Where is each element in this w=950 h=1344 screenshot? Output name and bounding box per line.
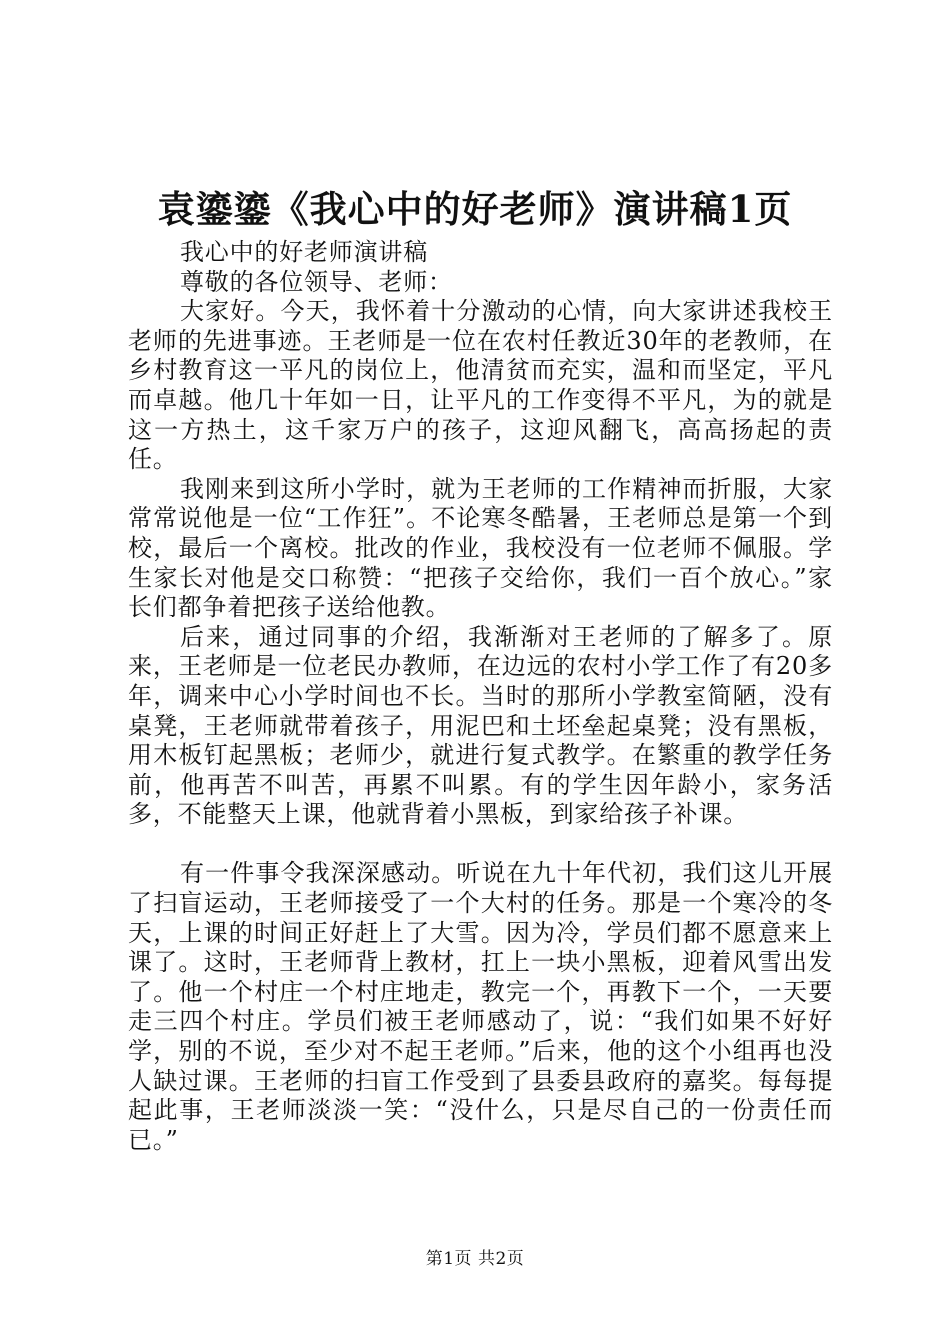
paragraph-1: 大家好。今天，我怀着十分激动的心情，向大家讲述我校王老师的先进事迹。王老师是一位在农村任教近30年的老教师，在乡村教育这一平凡的岗位上，他清贫而充实，温和而坚定，平凡而卓越。他几十年如一日，让平凡的工作变得不平凡，为的就是这一方热土，这千家万户的孩子，这迎风翻飞，高高扬起的责任。 (128, 297, 833, 474)
salutation: 尊敬的各位领导、老师： (180, 267, 453, 296)
paragraph-3: 后来，通过同事的介绍，我渐渐对王老师的了解多了。原来，王老师是一位老民办教师，在边远的农村小学工作了有20多年，调来中心小学时间也不长。当时的那所小学教室简陋，没有桌凳，王老师就带着孩子，用泥巴和土坯垒起桌凳；没有黑板，用木板钉起黑板；老师少，就进行复式教学。在繁重的教学任务前，他再苦不叫苦，再累不叫累。有的学生因年龄小，家务活多，不能整天上课，他就背着小黑板，到家给孩子补课。 (128, 622, 833, 829)
page-footer: 第1页 共2页 (425, 1249, 525, 1269)
document-body (128, 238, 833, 1155)
paragraph-gap (128, 830, 833, 860)
document-title: 袁鎏鎏《我心中的好老师》演讲稿1页 (157, 187, 793, 231)
speech-heading: 我心中的好老师演讲稿 (180, 238, 428, 266)
paragraph-2: 我刚来到这所小学时，就为王老师的工作精神而折服，大家常常说他是一位“工作狂”。不论寒冬酷暑，王老师总是第一个到校，最后一个离校。批改的作业，我校没有一位老师不佩服。学生家长对他是交口称赞：“把孩子交给你，我们一百个放心。”家长们都争着把孩子送给他教。 (128, 474, 833, 622)
paragraph-4: 有一件事令我深深感动。听说在九十年代初，我们这儿开展了扫盲运动，王老师接受了一个大村的任务。那是一个寒冷的冬天，上课的时间正好赶上了大雪。因为冷，学员们都不愿意来上课了。这时，王老师背上教材，扛上一块小黑板，迎着风雪出发了。他一个村庄一个村庄地走，教完一个，再教下一个，一天要走三四个村庄。学员们被王老师感动了，说：“我们如果不好好学，别的不说，至少对不起王老师。”后来，他的这个小组再也没人缺过课。王老师的扫盲工作受到了县委县政府的嘉奖。每每提起此事，王老师淡淡一笑：“没什么，只是尽自己的一份责任而已。” (128, 859, 833, 1154)
